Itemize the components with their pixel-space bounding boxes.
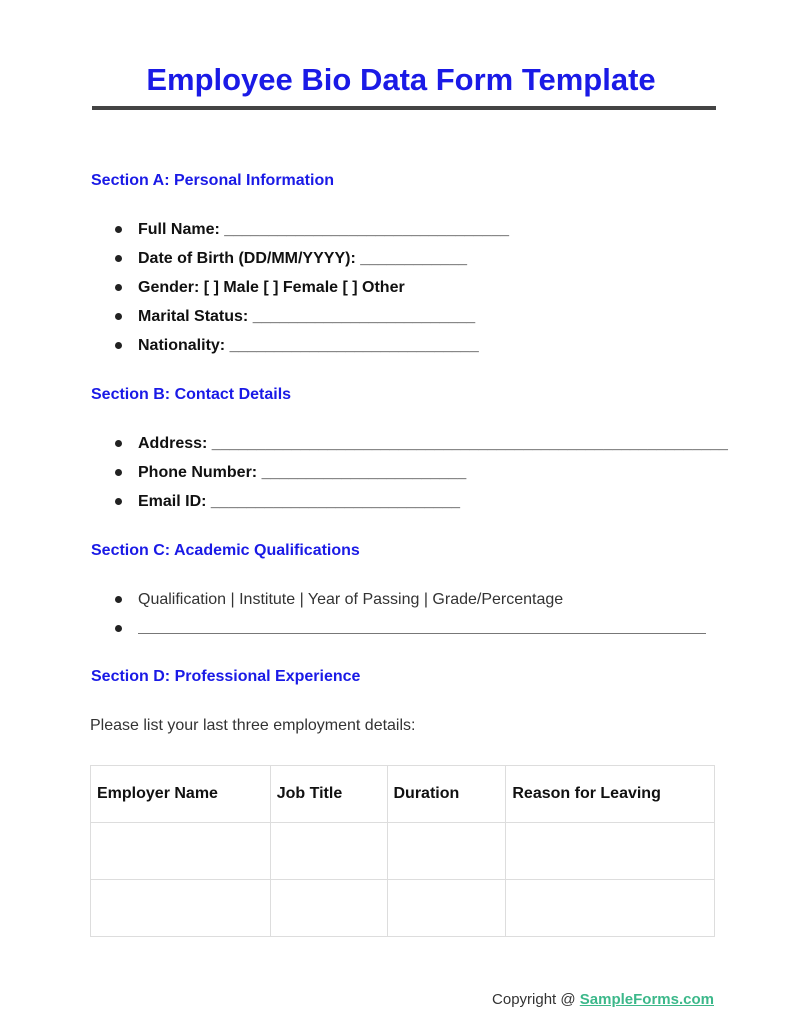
table-cell[interactable] xyxy=(270,823,387,880)
table-cell[interactable] xyxy=(506,880,715,937)
duration-header: Duration xyxy=(387,766,506,823)
employment-table xyxy=(90,765,715,937)
section-b-heading: Section B: Contact Details xyxy=(91,386,292,403)
qualification-entry-line[interactable] xyxy=(0,619,706,648)
table-cell[interactable] xyxy=(387,823,506,880)
phone-number-field[interactable]: Phone Number: _______________________ xyxy=(0,463,728,492)
title-divider xyxy=(92,106,716,110)
employer-name-header: Employer Name xyxy=(91,766,271,823)
section-d-heading: Section D: Professional Experience xyxy=(91,668,361,685)
job-title-header: Job Title xyxy=(270,766,387,823)
copyright-footer xyxy=(492,990,714,1010)
table-header-row xyxy=(91,766,715,823)
address-field[interactable]: Address: __________________________________________________________ xyxy=(0,434,728,463)
table-cell[interactable] xyxy=(506,823,715,880)
email-id-field[interactable]: Email ID: ____________________________ xyxy=(0,492,728,521)
table-row xyxy=(91,880,715,937)
marital-status-field[interactable]: Marital Status: _________________________ xyxy=(0,307,509,336)
copyright-text: Copyright @ xyxy=(492,991,580,1008)
qualification-columns: Qualification | Institute | Year of Passing | Grade/Percentage xyxy=(0,590,706,619)
blank-line xyxy=(138,619,706,634)
personal-info-list xyxy=(0,220,509,365)
experience-intro: Please list your last three employment details: xyxy=(90,717,416,734)
table-row xyxy=(91,823,715,880)
section-c-heading: Section C: Academic Qualifications xyxy=(91,542,360,559)
full-name-field[interactable]: Full Name: ________________________________ xyxy=(0,220,509,249)
form-title: Employee Bio Data Form Template xyxy=(146,62,656,97)
academic-qualifications-list xyxy=(0,590,706,648)
gender-field[interactable]: Gender: [ ] Male [ ] Female [ ] Other xyxy=(0,278,509,307)
brand-link[interactable]: SampleForms.com xyxy=(579,991,714,1008)
table-cell[interactable] xyxy=(91,880,271,937)
table-cell[interactable] xyxy=(91,823,271,880)
date-of-birth-field[interactable]: Date of Birth (DD/MM/YYYY): ____________ xyxy=(0,249,509,278)
nationality-field[interactable]: Nationality: ____________________________ xyxy=(0,336,509,365)
reason-for-leaving-header: Reason for Leaving xyxy=(506,766,715,823)
contact-details-list xyxy=(0,434,728,521)
table-cell[interactable] xyxy=(270,880,387,937)
table-cell[interactable] xyxy=(387,880,506,937)
section-a-heading: Section A: Personal Information xyxy=(91,172,334,189)
